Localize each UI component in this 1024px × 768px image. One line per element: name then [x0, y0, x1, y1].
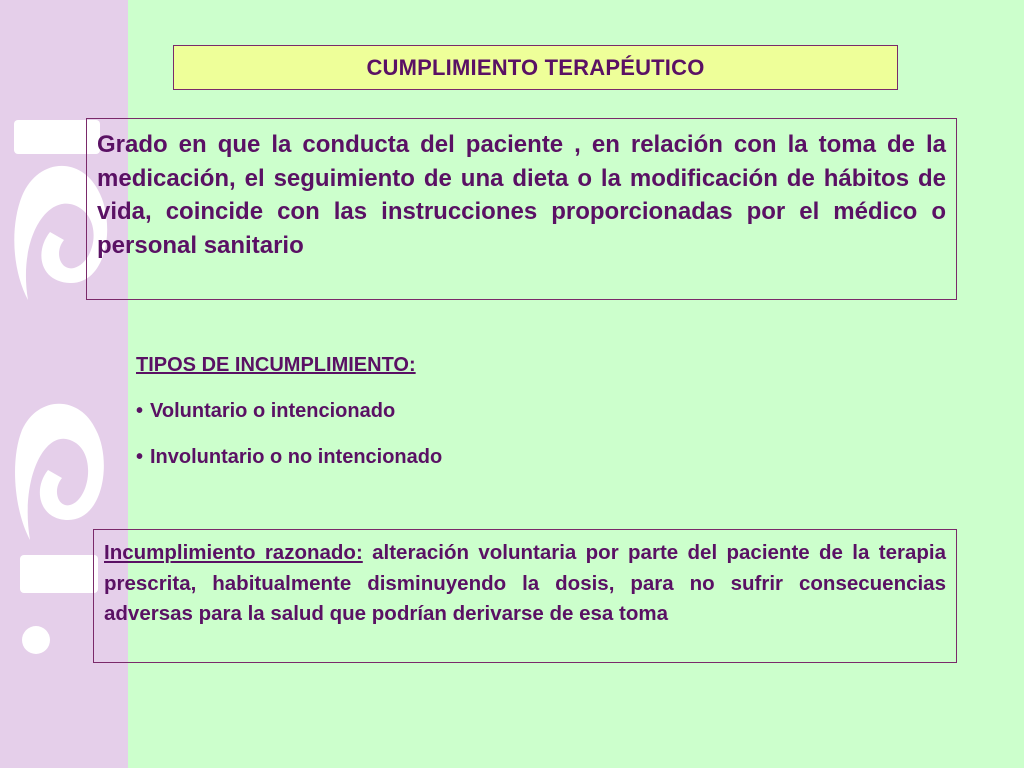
definition-text: Grado en que la conducta del paciente , en relación con la toma de la medicación, el seguimiento de una dieta o la modificación de hábitos de vida, coincide con las instrucciones proporcionadas por el médico o personal sanitario	[97, 131, 946, 259]
types-heading: TIPOS DE INCUMPLIMIENTO:	[136, 354, 416, 376]
reasoned-box	[93, 529, 957, 663]
reasoned-text: alteración voluntaria por parte del paciente de la terapia prescrita, habitualmente disminuyendo la dosis, para no sufrir consecuencias adversas para la salud que podrían derivarse de esa toma	[104, 541, 946, 625]
types-section	[136, 352, 736, 490]
title-box	[173, 45, 898, 90]
list-item	[136, 398, 736, 424]
bullet-icon: •	[136, 400, 144, 422]
type-label: Voluntario o intencionado	[150, 400, 396, 422]
definition-box	[86, 118, 957, 300]
list-item	[136, 444, 736, 470]
type-label: Involuntario o no intencionado	[150, 446, 443, 468]
bullet-icon: •	[136, 446, 144, 468]
reasoned-paragraph	[104, 538, 946, 630]
slide-title: CUMPLIMIENTO TERAPÉUTICO	[366, 54, 705, 80]
reasoned-term: Incumplimiento razonado:	[104, 541, 363, 564]
